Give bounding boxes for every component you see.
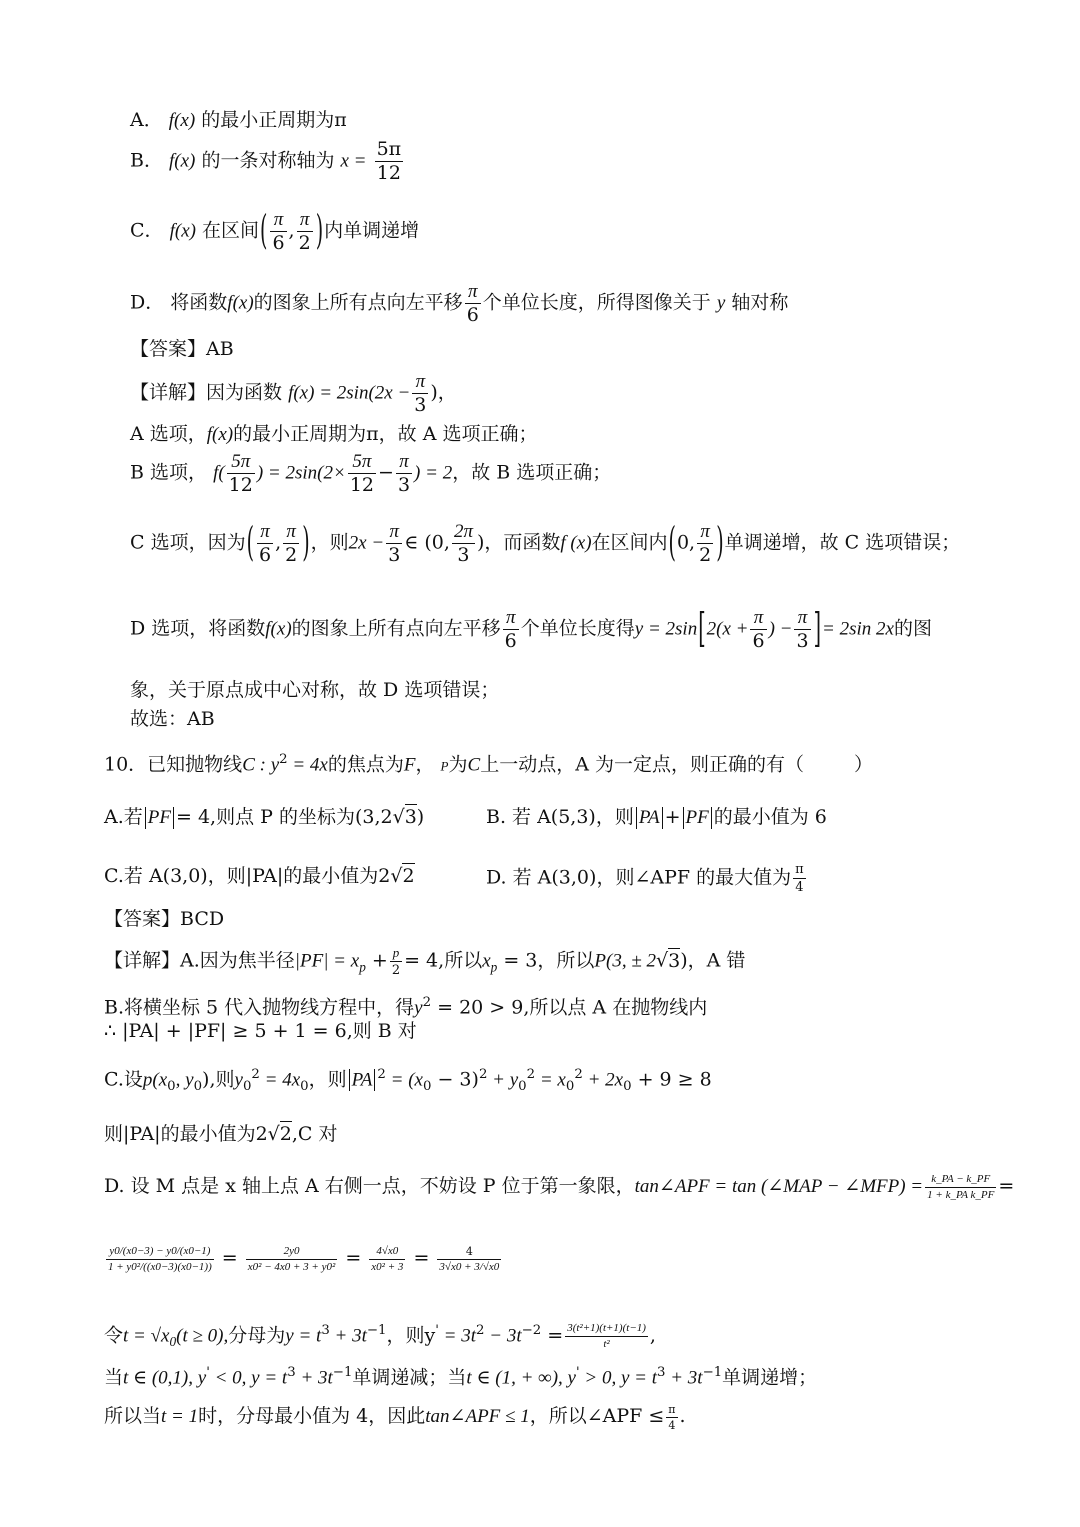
q10-detail-c-line2: 则|PA|的最小值为2√2,C 对 [104,1123,338,1145]
q10-option-a: A.若 PF = 4,则点 P 的坐标为(3,2√3) [104,806,425,828]
q9-option-b: B． f(x) 的一条对称轴为 x = $\frac{5\pi}{12}$ [130,138,402,184]
q9-answer: 【答案】AB [130,338,234,360]
q10-option-b: B. 若 A(5,3)，则 PA + PF 的最小值为 6 [486,806,827,828]
q10-detail-c-line1: C.设$p(x_0$, $y_0$),则$y_0^2 = 4x_0$，则 PA $^2 = (x_0 - 3)^2 + y_0^2 = x_0^2 + 2x_0 + 9 \ge 8$ [104,1067,712,1095]
q9-option-d: D． 将函数f(x)的图象上所有点向左平移 $\frac{\pi}{6}$ 个单位长度，所得图像关于 y 轴对称 [130,281,789,326]
q9-detail-intro: 【详解】因为函数 f(x) = 2sin(2x − $\frac{\pi}{3}$ )， [130,371,457,416]
q10-option-d: D. 若 A(3,0)，则∠APF 的最大值为 $\frac{\pi}{4}$ [486,862,804,895]
q10-detail-b-line2: ∴ |PA| + |PF| ≥ 5 + 1 = 6,则 B 对 [104,1020,417,1042]
q9-option-a: A． f(x) 的最小正周期为π [130,109,347,131]
q9-choice: 故选：AB [130,708,215,730]
q10-detail-b-line1: B.将横坐标 5 代入抛物线方程中，得$y^2 = 20 > 9$,所以点 A 在抛物线内 [104,995,708,1019]
q10-option-c: C.若 A(3,0)，则|PA|的最小值为2√2 [104,865,415,887]
q10-detail-f: 当t ∈ (0,1), y' < 0, $y = t^3 + 3t^{-1}$单调递减；当t ∈ (1, + ∞), y' > 0, $y = t^3 + 3t^{-1}$单调递增； [104,1365,818,1389]
q9-detail-d-line1: D 选项，将函数f(x)的图象上所有点向左平移 $\frac{\pi}{6}$ 个单位长度得y = 2sin[2(x + $\frac{\pi}{6}$ ) − $\frac{\pi}{3}$ ]= 2sin 2x的图 [130,605,932,652]
q10-detail-a: 【详解】A.因为焦半径$|PF| = x_p$ + $\frac{p}{2}$ = 4,所以$x_p = 3$，所以P(3, ± 2√3)，A 错 [104,945,746,978]
q9-detail-d-line2: 象，关于原点成中心对称，故 D 选项错误； [130,679,500,701]
q10-detail-g: 所以当t = 1时，分母最小值为 4，因此tan∠APF ≤ 1，所以∠APF ≤ $\frac{\pi}{4}$ . [104,1402,686,1432]
q9-detail-a: A 选项，f(x)的最小正周期为π，故 A 选项正确； [130,423,538,445]
q10-detail-e: 令$t = √x_0(t \ge 0)$,分母为$y = t^3 + 3t^{-1}$，则$y' = 3t^2 - 3t^{-2}$ = $\frac{\text{3(t²+1)(t+1)(t−1)}}{\text{t²}}$ , [104,1321,656,1350]
q9-detail-c: C 选项，因为( $\frac{\pi}{6}$ , $\frac{\pi}{2}$ )，则2x − $\frac{\pi}{3}$ ∈ (0, $\frac{2\pi}{3}$ )，而函数f (x)在区间内(0, $\frac{\pi}{2}$ )单调递增，故 C 选项错误； [130,519,961,566]
q9-option-c: C． f(x) 在区间( $\frac{\pi}{6}$ , $\frac{\pi}{2}$ )内单调递增 [130,207,420,254]
q10-detail-d-line2: $\frac{y0/(x0-3) - y0/(x0-1)}{\text{1 + y0²/((x0−3)(x0−1))}}$ = $\frac{2y0}{\text{x0² − 4x0 + 3 + y0²}}$ = $\frac{4√x0}{\text{x0² + 3}}$ = $\frac{4}{3√x0 + 3/√x0}$ [108,1244,500,1273]
q10-answer: 【答案】BCD [104,908,225,930]
q9-detail-b: B 选项， f( $\frac{5\pi}{12}$ ) = 2sin(2× $\frac{5\pi}{12}$ − $\frac{\pi}{3}$ ) = 2，故 B 选项正确； [130,451,612,496]
q10-detail-d-line1: D. 设 M 点是 x 轴上点 A 右侧一点，不妨设 P 位于第一象限，tan∠APF = tan (∠MAP − ∠MFP) = $\frac{k\_PA - k\_PF}{\text{1 + k\_PA k\_PF}}$ = [104,1172,1015,1201]
q10-stem: 10．已知抛物线C : $y^2 = 4x$的焦点为F， P为C上一动点，A 为一定点，则正确的有（ ） [104,752,873,776]
